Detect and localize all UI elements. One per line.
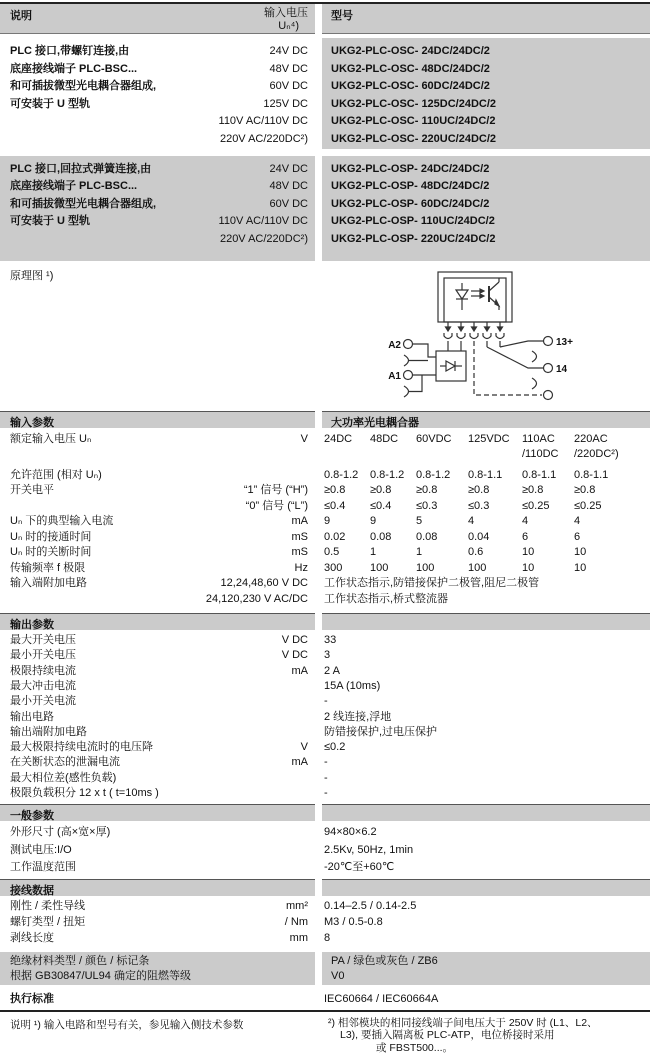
label-a2: A2 xyxy=(388,339,401,351)
voltage-list: 24V DC 48V DC 60V DC 110V AC/110V DC 220V AC/220DC²) xyxy=(218,162,308,245)
value-columns: 300 100 100 100 10 10 xyxy=(324,561,587,574)
spec-value: 15A (10ms) xyxy=(324,679,381,692)
spec-unit: V DC xyxy=(281,649,308,662)
footnotes xyxy=(0,1012,650,1055)
spec-value: 2 线连接,浮地 xyxy=(324,710,392,723)
spec-label: 输出电路 xyxy=(10,710,54,723)
column-gap xyxy=(315,952,322,968)
spec-label: 剥线长度 xyxy=(10,931,54,944)
model-list xyxy=(322,156,650,261)
label-14: 14 xyxy=(556,363,568,375)
spec-unit: V DC xyxy=(281,634,308,647)
spec-value: - xyxy=(324,695,328,708)
spec-label: 工作温度范围 xyxy=(10,860,76,873)
spec-label: 执行标准 xyxy=(10,992,54,1005)
terminal-13 xyxy=(544,336,553,345)
spec-label: 最大相位差(感性负载) xyxy=(10,771,117,784)
spec-label: 最小开关电压 xyxy=(10,649,76,662)
spec-label: 极限持续电流 xyxy=(10,664,76,677)
spec-row xyxy=(0,968,650,989)
terminal-a2 xyxy=(404,339,413,348)
contact-symbol xyxy=(532,351,537,362)
value-columns: /110DC /220DC²) xyxy=(522,448,619,461)
column-gap xyxy=(315,1017,322,1055)
spec-label: 根据 GB30847/UL94 确定的阻燃等级 xyxy=(0,968,315,985)
contact-symbol xyxy=(404,386,409,397)
model-number: UKG2-PLC-OSC- 24DC/24DC/2 xyxy=(331,45,490,57)
model-list xyxy=(322,38,650,149)
footnote-right: ²) 相邻模块的相同接线端子间电压大于 250V 时 (L1、L2、 L3), 要插入隔离板 PLC-ATP，电位桥接时采用 或 FBST500...。 xyxy=(328,1016,598,1055)
section-output-params xyxy=(0,613,650,630)
section-title: 接线数据 xyxy=(0,879,315,896)
spec-unit: / Nm xyxy=(284,916,308,929)
spec-row-rated-line2 xyxy=(0,447,650,463)
model-number: UKG2-PLC-OSP- 48DC/24DC/2 xyxy=(331,180,490,193)
spec-value: ≤0.2 xyxy=(324,741,346,754)
spec-row xyxy=(0,576,650,592)
section-input-params xyxy=(0,411,650,428)
spec-label: Uₙ 时的接通时间 xyxy=(10,530,92,543)
column-gap xyxy=(315,804,322,821)
spec-unit: mA xyxy=(291,756,308,769)
spec-label: 输入端附加电路 xyxy=(10,577,87,590)
spec-row xyxy=(0,592,650,614)
spec-row xyxy=(0,899,650,915)
standards-row xyxy=(0,989,650,1008)
spec-label: 测试电压:I/O xyxy=(10,843,72,856)
label-13: 13+ xyxy=(556,336,573,348)
model-number: UKG2-PLC-OSP- 24DC/24DC/2 xyxy=(331,162,490,175)
spec-row xyxy=(0,710,650,725)
product-description: PLC 接口,回拉式弹簧连接,由 底座接线端子 PLC-BSC... 和可插拔微型光电耦合器组成, 可安装于 U 型轨 xyxy=(10,162,157,228)
header-left xyxy=(0,4,315,34)
col-model-label: 型号 xyxy=(322,4,650,34)
spec-label: Uₙ 时的关断时间 xyxy=(10,546,92,559)
spec-row xyxy=(0,950,650,968)
value-columns: 0.02 0.08 0.08 0.04 6 6 xyxy=(324,530,581,543)
circuit-diagram xyxy=(350,267,650,411)
contact-symbol xyxy=(532,378,537,389)
spec-row xyxy=(0,499,650,515)
spec-value: M3 / 0.5-0.8 xyxy=(324,916,383,929)
product-block-screw xyxy=(0,38,650,149)
spec-label: 螺钉类型 / 扭矩 xyxy=(10,916,86,929)
spec-value: 工作状态指示,防错接保护二极管,阻尼二极管 xyxy=(324,577,540,590)
spec-row xyxy=(0,468,650,484)
section-title: 一般参数 xyxy=(0,804,315,821)
value-columns: 9 9 5 4 4 4 xyxy=(324,515,581,528)
spec-label: 最大极限持续电流时的电压降 xyxy=(10,741,153,754)
spec-row xyxy=(0,664,650,679)
footnote-left: 说明 ¹) 输入电路和型号有关，参见输入侧技术参数 xyxy=(10,1018,244,1031)
spec-value: 2.5Kv, 50Hz, 1min xyxy=(324,843,414,856)
spec-row xyxy=(0,483,650,499)
spec-unit: V xyxy=(300,741,308,754)
spec-row xyxy=(0,931,650,950)
voltage-list: 24V DC 48V DC 60V DC 125V DC 110V AC/110V DC 220V AC/220DC²) xyxy=(218,45,308,145)
spec-row xyxy=(0,859,650,879)
spec-label: 在关断状态的泄漏电流 xyxy=(10,756,120,769)
value-columns: 0.5 1 1 0.6 10 10 xyxy=(324,546,587,559)
spec-value: - xyxy=(324,756,328,769)
model-number: UKG2-PLC-OSC- 48DC/24DC/2 xyxy=(331,62,490,75)
spec-label: 允许范围 (相对 Uₙ) xyxy=(10,468,102,481)
column-gap xyxy=(315,38,322,149)
spec-unit: mm² xyxy=(286,900,308,913)
spec-row xyxy=(0,530,650,546)
model-number: UKG2-PLC-OSP- 110UC/24DC/2 xyxy=(331,215,495,228)
contact-symbol xyxy=(404,355,409,366)
spec-value: 94×80×6.2 xyxy=(324,826,377,839)
terminal-aux xyxy=(544,390,553,399)
spec-value: 2 A xyxy=(324,664,340,677)
value-columns: 24DC 48DC 60VDC 125VDC 110AC 220AC xyxy=(324,432,608,445)
spec-row xyxy=(0,633,650,648)
spec-unit: 24,120,230 V AC/DC xyxy=(205,592,308,605)
value-columns: 0.8-1.2 0.8-1.2 0.8-1.2 0.8-1.1 0.8-1.1 0.8-1.1 xyxy=(324,468,609,481)
spec-unit: mA xyxy=(291,515,308,528)
spec-value: 0.14–2.5 / 0.14-2.5 xyxy=(324,900,417,913)
spec-unit: “1” 信号 (“H”) xyxy=(243,484,308,497)
spec-label: 最大开关电压 xyxy=(10,634,76,647)
spec-row xyxy=(0,824,650,841)
spec-label: 最大冲击电流 xyxy=(10,679,76,692)
spec-label: 外形尺寸 (高×宽×厚) xyxy=(10,826,111,839)
spec-value: - xyxy=(324,787,328,800)
section-title: 输出参数 xyxy=(0,613,315,630)
spec-label: 开关电平 xyxy=(10,484,54,497)
spec-row xyxy=(0,786,650,804)
spec-unit: mm xyxy=(289,931,308,944)
section-bar-right xyxy=(322,804,650,821)
spec-row xyxy=(0,514,650,530)
spec-row xyxy=(0,694,650,709)
spec-unit: mS xyxy=(291,530,308,543)
spec-row-rated xyxy=(0,428,650,448)
model-number: UKG2-PLC-OSC- 110UC/24DC/2 xyxy=(331,115,496,128)
optocoupler-box xyxy=(438,272,512,322)
spec-value: 工作状态指示,桥式整流器 xyxy=(324,592,449,605)
schematic-title: 原理图 ¹) xyxy=(10,269,54,282)
terminal-14 xyxy=(544,363,553,372)
column-gap xyxy=(315,613,322,630)
spec-row xyxy=(0,545,650,561)
column-gap xyxy=(315,156,322,261)
spec-label: 额定输入电压 Uₙ xyxy=(10,432,92,445)
spec-value: 33 xyxy=(324,634,337,647)
spec-label: 传输频率 f 极限 xyxy=(10,561,86,574)
model-number: UKG2-PLC-OSC- 60DC/24DC/2 xyxy=(331,80,490,93)
model-number: UKG2-PLC-OSC- 220UC/24DC/2 xyxy=(331,132,497,145)
datasheet-page xyxy=(0,2,650,1055)
product-block-spring xyxy=(0,156,650,261)
spec-unit: Hz xyxy=(294,561,308,574)
section-bar-right xyxy=(322,613,650,630)
product-desc-voltage xyxy=(0,156,315,261)
section-title: 输入参数 xyxy=(0,411,315,428)
col-voltage-label: 输入电压 Uₙ⁴) xyxy=(264,7,308,32)
spec-row xyxy=(0,740,650,755)
spec-unit: V xyxy=(300,432,308,445)
device-title: 大功率光电耦合器 xyxy=(322,411,650,428)
col-desc-label: 说明 xyxy=(10,10,32,22)
spec-unit: mA xyxy=(291,664,308,677)
model-number: UKG2-PLC-OSC- 125DC/24DC/2 xyxy=(331,97,497,110)
value-columns: ≤0.4 ≤0.4 ≤0.3 ≤0.3 ≤0.25 ≤0.25 xyxy=(324,499,602,512)
spec-row xyxy=(0,755,650,770)
spec-row xyxy=(0,915,650,931)
spec-label: 最小开关电流 xyxy=(10,695,76,708)
spec-row xyxy=(0,771,650,786)
section-general-params xyxy=(0,804,650,821)
spec-value: V0 xyxy=(322,968,650,985)
column-gap xyxy=(315,4,322,34)
label-a1: A1 xyxy=(388,370,401,382)
spec-row xyxy=(0,725,650,740)
column-gap xyxy=(315,411,322,428)
spec-label: 刚性 / 柔性导线 xyxy=(10,900,86,913)
model-number: UKG2-PLC-OSP- 60DC/24DC/2 xyxy=(331,197,490,210)
plug-connectors xyxy=(444,322,504,339)
product-description: PLC 接口,带螺钉连接,由 底座接线端子 PLC-BSC... 和可插拔微型光电耦合器组成, 可安装于 U 型轨 xyxy=(10,45,157,110)
spec-row xyxy=(0,561,650,577)
spec-row xyxy=(0,648,650,663)
spec-value: PA / 绿色或灰色 / ZB6 xyxy=(322,952,650,968)
column-gap xyxy=(315,879,322,896)
table-header xyxy=(0,4,650,34)
spec-unit: 12,24,48,60 V DC xyxy=(220,577,308,590)
spec-label: 绝缘材料类型 / 颜色 / 标记条 xyxy=(0,952,315,968)
spec-unit: mS xyxy=(291,546,308,559)
schematic-section xyxy=(0,261,650,411)
section-bar-right xyxy=(322,879,650,896)
spec-row xyxy=(0,679,650,694)
spec-value: 3 xyxy=(324,649,331,662)
terminal-a1 xyxy=(404,370,413,379)
spec-value: - xyxy=(324,771,328,784)
spec-label: 极限负载积分 12 x t ( t=10ms ) xyxy=(10,787,159,800)
insulation-block xyxy=(0,950,650,989)
spec-row xyxy=(0,842,650,859)
spec-label: Uₙ 下的典型输入电流 xyxy=(10,515,114,528)
column-gap xyxy=(315,968,322,985)
value-columns: ≥0.8 ≥0.8 ≥0.8 ≥0.8 ≥0.8 ≥0.8 xyxy=(324,484,596,497)
spec-value: -20℃至+60℃ xyxy=(324,860,395,873)
product-desc-voltage xyxy=(0,38,315,149)
spec-unit: “0” 信号 (“L”) xyxy=(245,499,308,512)
spec-value: 8 xyxy=(324,931,331,944)
section-wiring-data xyxy=(0,879,650,896)
spec-value: IEC60664 / IEC60664A xyxy=(324,992,439,1005)
spec-label: 输出端附加电路 xyxy=(10,725,87,738)
spec-value: 防错接保护,过电压保护 xyxy=(324,725,438,738)
model-number: UKG2-PLC-OSP- 220UC/24DC/2 xyxy=(331,232,496,245)
